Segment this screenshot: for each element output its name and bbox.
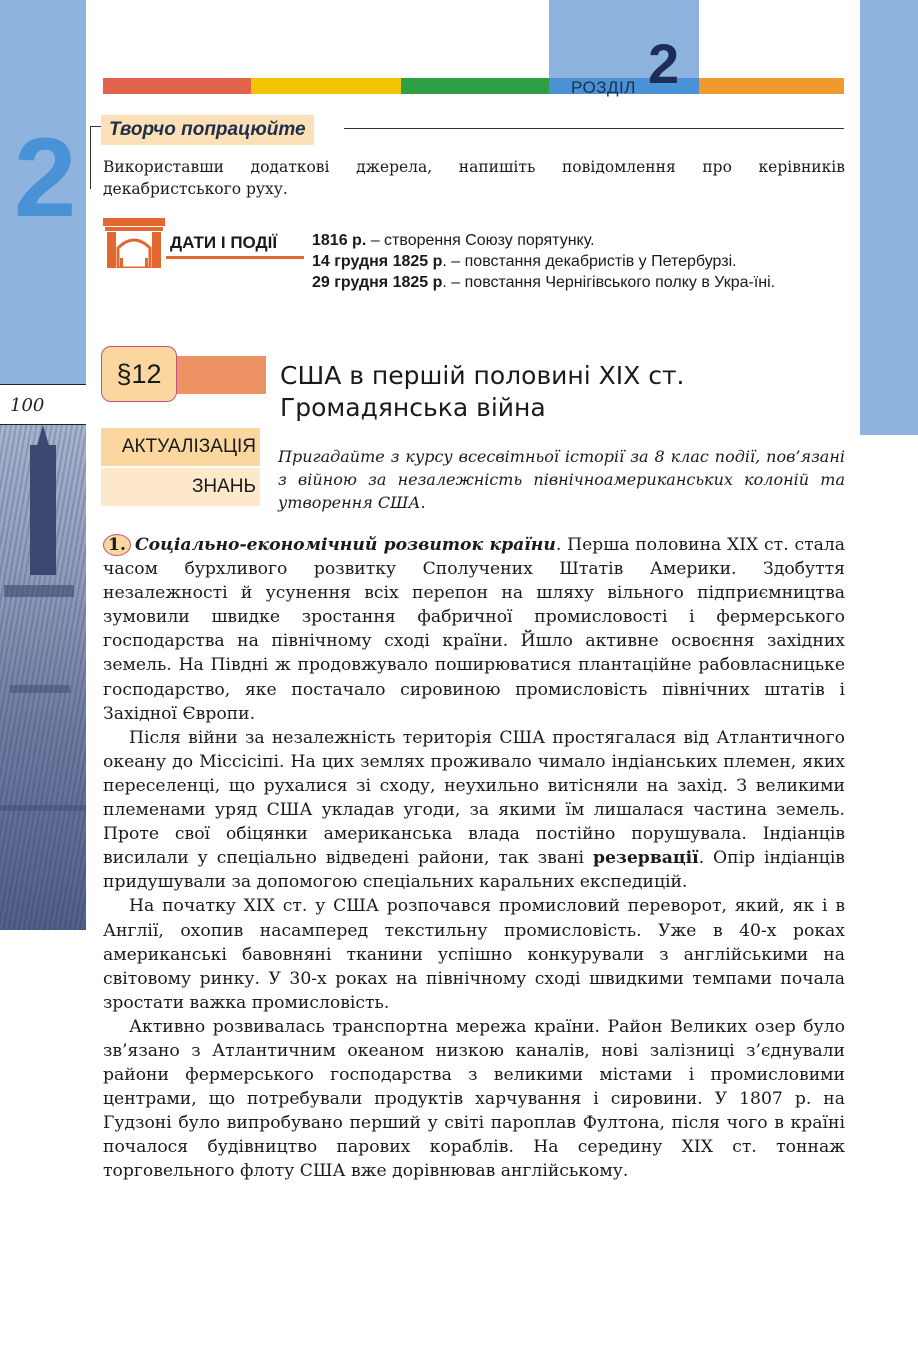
page-number: 100 xyxy=(10,395,45,416)
color-stripe-orange xyxy=(699,78,844,94)
body-text xyxy=(103,533,845,1184)
date-item xyxy=(312,251,852,272)
chapter-side-number: 2 xyxy=(14,115,77,240)
section-title xyxy=(280,360,840,424)
task-rule xyxy=(344,128,844,129)
date-event: – створення Союзу порятунку. xyxy=(366,232,595,249)
date-item xyxy=(312,230,852,251)
actualization-label-top: АКТУАЛІЗАЦІЯ xyxy=(101,428,260,466)
task-bracket xyxy=(90,126,101,189)
date-value: 1816 р. xyxy=(312,232,367,249)
paragraph-number-badge: 1. xyxy=(103,534,131,556)
term-reservations: резервації xyxy=(592,848,699,869)
task-label: Творчо попрацюйте xyxy=(101,115,314,145)
date-event: . – повстання декабристів у Петербурзі. xyxy=(442,253,737,270)
section-title-line2: Громадянська війна xyxy=(280,393,546,422)
section-number: §12 xyxy=(101,346,177,402)
color-stripe-red xyxy=(103,78,251,94)
paragraph-title: Соціально-економічний розвиток країни xyxy=(134,535,556,555)
actualization-text: Пригадайте з курсу всесвітньої історії за 8 клас події, пов’язані з війною за незалежність північноамериканських колоній та утворення США. xyxy=(278,447,845,512)
section-title-line1: США в першій половині ХІХ ст. xyxy=(280,361,685,390)
paragraph: Активно розвивалась транспортна мережа країни. Район Великих озер було зв’язано з Атлантичним океаном низкою каналів, нові залізниці з’єднували райони фермерського господарства з великими містами і промисловими центрами, що потребували продуктів харчування і сировини. У 1807 р. на Гудзоні було випробувано перший у світі пароплав Фултона, після чого в країні почалося будівництво парових кораблів. На середину ХІХ ст. тоннаж торговельного флоту США вже дорівнював англійському. xyxy=(103,1016,845,1182)
date-value: 29 грудня 1825 р xyxy=(312,274,443,291)
color-stripe-green xyxy=(401,78,549,94)
page-number-rule-top xyxy=(0,384,86,385)
date-item xyxy=(312,272,852,293)
date-event: . – повстання Чернігівського полку в Укра-їні. xyxy=(442,274,776,291)
paragraph-text: Після війни за незалежність територія США простягалася від Атлантичного океану до Міссісіпі. На цих землях проживало чимало індіанських племен, яких переселенці, що рухалися зі сходу, неухильно витісняли на захід. З великими племенами уряд США укладав угоди, за якими їм лишалася частина земель. Проте свої обіцянки американська влада постійно порушувала. Індіанців висилали у спеціально відведені райони, так звані xyxy=(103,727,845,869)
paragraph-text: . Опір індіанців придушували за допомогою спеціальних каральних експедицій. xyxy=(103,848,845,893)
gate-icon xyxy=(103,218,165,268)
color-stripe-yellow xyxy=(251,78,401,94)
right-margin-band xyxy=(860,0,918,435)
section-bar xyxy=(174,356,266,394)
dates-label: ДАТИ І ПОДІЇ xyxy=(166,230,304,259)
date-value: 14 грудня 1825 р xyxy=(312,253,443,270)
task-text: Використавши додаткові джерела, напишіть повідомлення про керівників декабристського руху. xyxy=(103,158,845,198)
paragraph: На початку ХІХ ст. у США розпочався промисловий переворот, який, як і в Англії, охопив насамперед текстильну промисловість. Уже в 40-х роках американські бавовняні тканини успішно конкурували з англійськими на світовому ринку. У 30-х роках на північному сході швидкими темпами почала зростати важка промисловість. xyxy=(103,896,845,1013)
engraving-illustration xyxy=(0,425,86,930)
dates-list xyxy=(312,230,852,293)
paragraph-text: . Перша половина ХІХ ст. стала часом бурхливого розвитку Сполучених Штатів Америки. Здобуття незалежності й усунення всіх перепон на шляху вільного підприємництва зумовили швидке зростання фабричної промисловості і фермерського господарства на північному сході країни. Йшло активне освоєння західних земель. На Півдні ж продовжувало поширюватися плантаційне рабовласницьке господарство, яке постачало сировиною промисловість північних штатів і Західної Європи. xyxy=(103,535,846,724)
actualization-label-bottom: ЗНАНЬ xyxy=(101,468,260,506)
paragraph xyxy=(103,533,845,726)
chapter-number: 2 xyxy=(648,32,680,95)
paragraph xyxy=(103,726,845,895)
chapter-word: РОЗДІЛ xyxy=(571,78,636,97)
